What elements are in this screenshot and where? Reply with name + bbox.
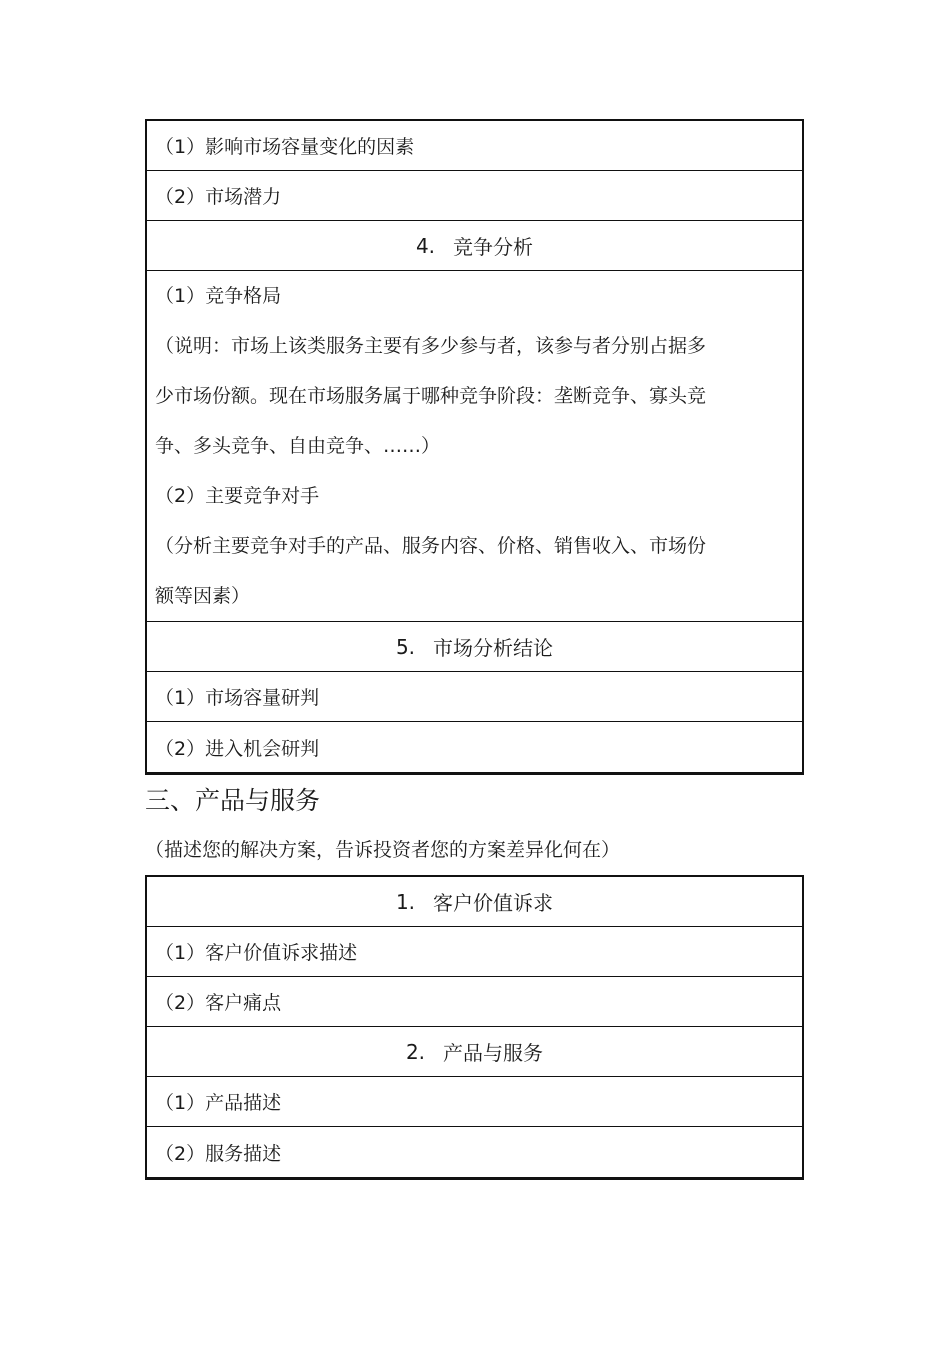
section-header-row [147, 221, 802, 271]
competition-detail-row [147, 271, 802, 622]
row-text: （2）市场潜力 [155, 186, 282, 208]
row-text: （2）客户痛点 [155, 992, 282, 1014]
text-line: （说明：市场上该类服务主要有多少参与者，该参与者分别占据多 [155, 335, 707, 357]
table-row [147, 171, 802, 221]
text-line: 额等因素） [155, 585, 251, 607]
section-number: 2. [405, 1039, 426, 1064]
row-text: （2）进入机会研判 [155, 737, 320, 760]
market-analysis-table [145, 119, 804, 775]
section-header-row [147, 622, 802, 672]
section-heading: 三、产品与服务 [145, 786, 321, 815]
table-row [147, 121, 802, 171]
section-title: 客户价值诉求 [433, 891, 554, 915]
row-text: （1）市场容量研判 [155, 687, 320, 709]
section-number: 4. [415, 233, 436, 258]
text-line: （1）竞争格局 [155, 285, 282, 307]
text-line: 争、多头竞争、自由竞争、……） [155, 435, 441, 457]
product-service-table [145, 875, 804, 1180]
table-row [147, 672, 802, 722]
table-row [147, 1077, 802, 1127]
row-text: （1）产品描述 [155, 1092, 282, 1114]
section-number: 1. [395, 889, 416, 914]
table-row [147, 722, 802, 772]
section-header-row [147, 877, 802, 927]
table-row [147, 927, 802, 977]
section-title: 产品与服务 [443, 1041, 544, 1065]
section-header-row [147, 1027, 802, 1077]
section-title: 市场分析结论 [433, 636, 554, 660]
table-row [147, 1127, 802, 1177]
table-row [147, 977, 802, 1027]
section-title: 竞争分析 [453, 235, 534, 259]
text-line: （分析主要竞争对手的产品、服务内容、价格、销售收入、市场份 [155, 535, 707, 557]
row-text: （1）客户价值诉求描述 [155, 942, 358, 964]
section-number: 5. [395, 634, 416, 659]
section-note: （描述您的解决方案，告诉投资者您的方案差异化何在） [145, 839, 621, 861]
text-line: （2）主要竞争对手 [155, 485, 320, 507]
row-text: （2）服务描述 [155, 1142, 282, 1165]
row-text: （1）影响市场容量变化的因素 [155, 136, 415, 158]
text-line: 少市场份额。现在市场服务属于哪种竞争阶段：垄断竞争、寡头竞 [155, 385, 707, 407]
